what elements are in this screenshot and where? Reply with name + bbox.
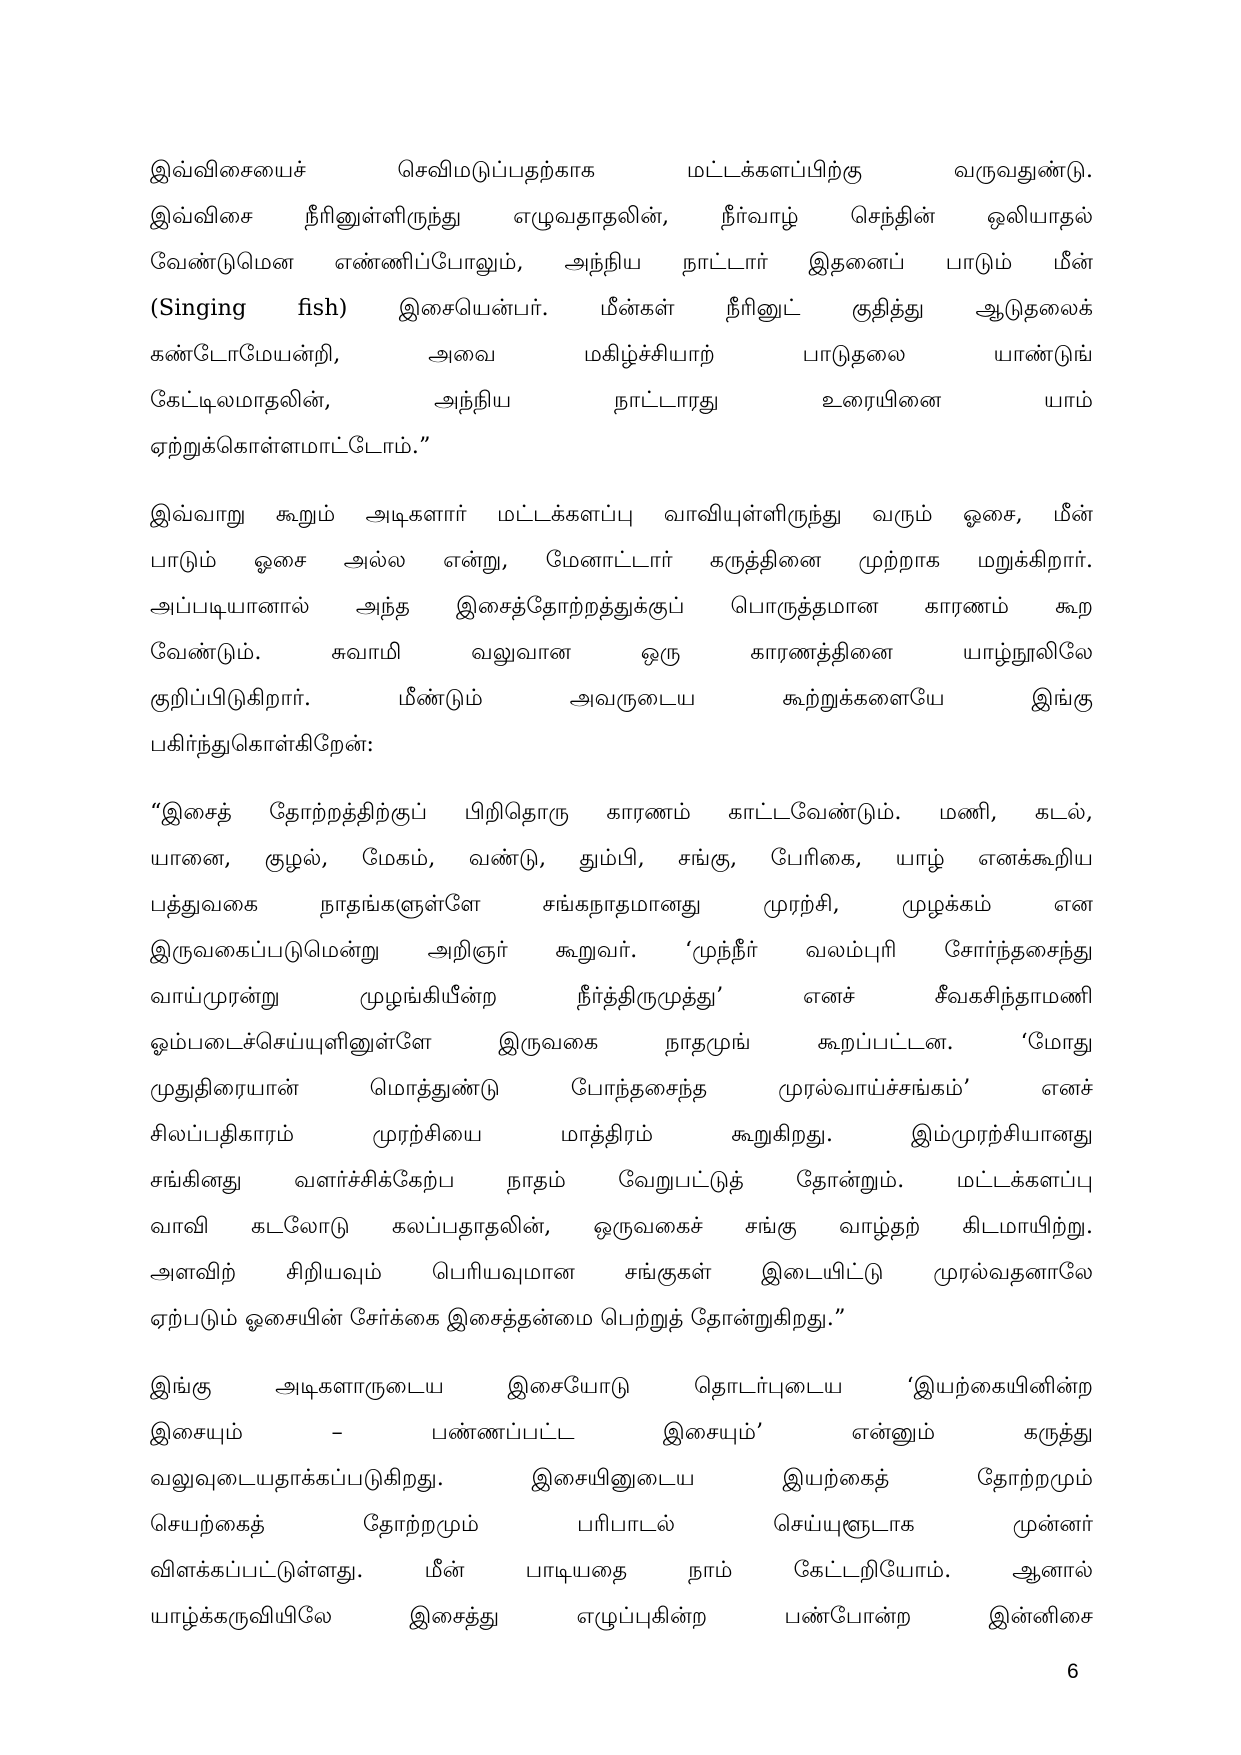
paragraph-gap: [150, 1341, 1093, 1363]
text-line: இங்கு அடிகளாருடைய இசையோடு தொடர்புடைய ‘இயற்கையினின்ற: [150, 1373, 1093, 1399]
document-body: [150, 147, 1093, 1639]
paragraph-gap: [150, 767, 1093, 789]
text-line: ஏற்றுக்கொள்ளமாட்டோம்.”: [150, 433, 431, 459]
text-line: வலுவுடையதாக்கப்படுகிறது. இசையினுடைய இயற்கைத் தோற்றமும்: [150, 1465, 1093, 1491]
text-line: வேண்டும். சுவாமி வலுவான ஒரு காரணத்தினை யாழ்நூலிலே: [150, 639, 1093, 665]
text-line: ஓம்படைச்செய்யுளினுள்ளே இருவகை நாதமுங் கூறப்பட்டன. ‘மோது: [150, 1029, 1093, 1055]
text-line: பகிர்ந்துகொள்கிறேன்:: [150, 731, 374, 757]
paragraph-gap: [150, 469, 1093, 491]
text-line: இவ்விசையைச் செவிமடுப்பதற்காக மட்டக்களப்பிற்கு வருவதுண்டு.: [150, 157, 1093, 183]
text-line: அப்படியானால் அந்த இசைத்தோற்றத்துக்குப் பொருத்தமான காரணம் கூற: [150, 593, 1093, 619]
text-line: செயற்கைத் தோற்றமும் பரிபாடல் செய்யுளூடாக முன்னர்: [150, 1511, 1093, 1537]
text-line: குறிப்பிடுகிறார். மீண்டும் அவருடைய கூற்றுக்களையே இங்கு: [150, 685, 1093, 711]
text-line: யானை, குழல், மேகம், வண்டு, தும்பி, சங்கு, பேரிகை, யாழ் எனக்கூறிய: [150, 845, 1093, 871]
paragraph-4: [150, 1363, 1093, 1639]
text-line: இருவகைப்படுமென்று அறிஞர் கூறுவர். ‘முந்நீர் வலம்புரி சோர்ந்தசைந்து: [150, 937, 1093, 963]
paragraph-2: [150, 491, 1093, 767]
text-line: இவ்விசை நீரினுள்ளிருந்து எழுவதாதலின், நீர்வாழ் செந்தின் ஒலியாதல்: [150, 203, 1093, 229]
text-line: (Singing fish) இசையென்பர். மீன்கள் நீரினுட் குதித்து ஆடுதலைக்: [150, 295, 1093, 321]
text-line: வேண்டுமென எண்ணிப்போலும், அந்நிய நாட்டார் இதனைப் பாடும் மீன்: [150, 249, 1093, 275]
text-line: விளக்கப்பட்டுள்ளது. மீன் பாடியதை நாம் கேட்டறியோம். ஆனால்: [150, 1557, 1093, 1583]
text-line: அளவிற் சிறியவும் பெரியவுமான சங்குகள் இடையிட்டு முரல்வதனாலே: [150, 1259, 1093, 1285]
text-line: சங்கினது வளர்ச்சிக்கேற்ப நாதம் வேறுபட்டுத் தோன்றும். மட்டக்களப்பு: [150, 1167, 1093, 1193]
text-line: பத்துவகை நாதங்களுள்ளே சங்கநாதமானது முரற்சி, முழக்கம் என: [150, 891, 1093, 917]
text-line: வாவி கடலோடு கலப்பதாதலின், ஒருவகைச் சங்கு வாழ்தற் கிடமாயிற்று.: [150, 1213, 1093, 1239]
text-line: இசையும் – பண்ணப்பட்ட இசையும்’ என்னும் கருத்து: [150, 1419, 1093, 1445]
text-line: வாய்முரன்று முழங்கியீன்ற நீர்த்திருமுத்து’ எனச் சீவகசிந்தாமணி: [150, 983, 1093, 1009]
text-line: கண்டோமேயன்றி, அவை மகிழ்ச்சியாற் பாடுதலை யாண்டுங்: [150, 341, 1093, 367]
text-line: பாடும் ஓசை அல்ல என்று, மேனாட்டார் கருத்தினை முற்றாக மறுக்கிறார்.: [150, 547, 1093, 573]
paragraph-3: [150, 789, 1093, 1341]
text-line: இவ்வாறு கூறும் அடிகளார் மட்டக்களப்பு வாவியுள்ளிருந்து வரும் ஓசை, மீன்: [150, 501, 1093, 527]
text-line: யாழ்க்கருவியிலே இசைத்து எழுப்புகின்ற பண்போன்ற இன்னிசை: [150, 1603, 1093, 1629]
text-line: “இசைத் தோற்றத்திற்குப் பிறிதொரு காரணம் காட்டவேண்டும். மணி, கடல்,: [150, 799, 1093, 825]
page-number: 6: [1067, 1660, 1079, 1683]
text-line: முதுதிரையான் மொத்துண்டு போந்தசைந்த முரல்வாய்ச்சங்கம்’ எனச்: [150, 1075, 1093, 1101]
text-line: ஏற்படும் ஓசையின் சேர்க்கை இசைத்தன்மை பெற்றுத் தோன்றுகிறது.”: [150, 1305, 846, 1331]
paragraph-1: [150, 147, 1093, 469]
text-line: கேட்டிலமாதலின், அந்நிய நாட்டாரது உரையினை யாம்: [150, 387, 1093, 413]
text-line: சிலப்பதிகாரம் முரற்சியை மாத்திரம் கூறுகிறது. இம்முரற்சியானது: [150, 1121, 1093, 1147]
